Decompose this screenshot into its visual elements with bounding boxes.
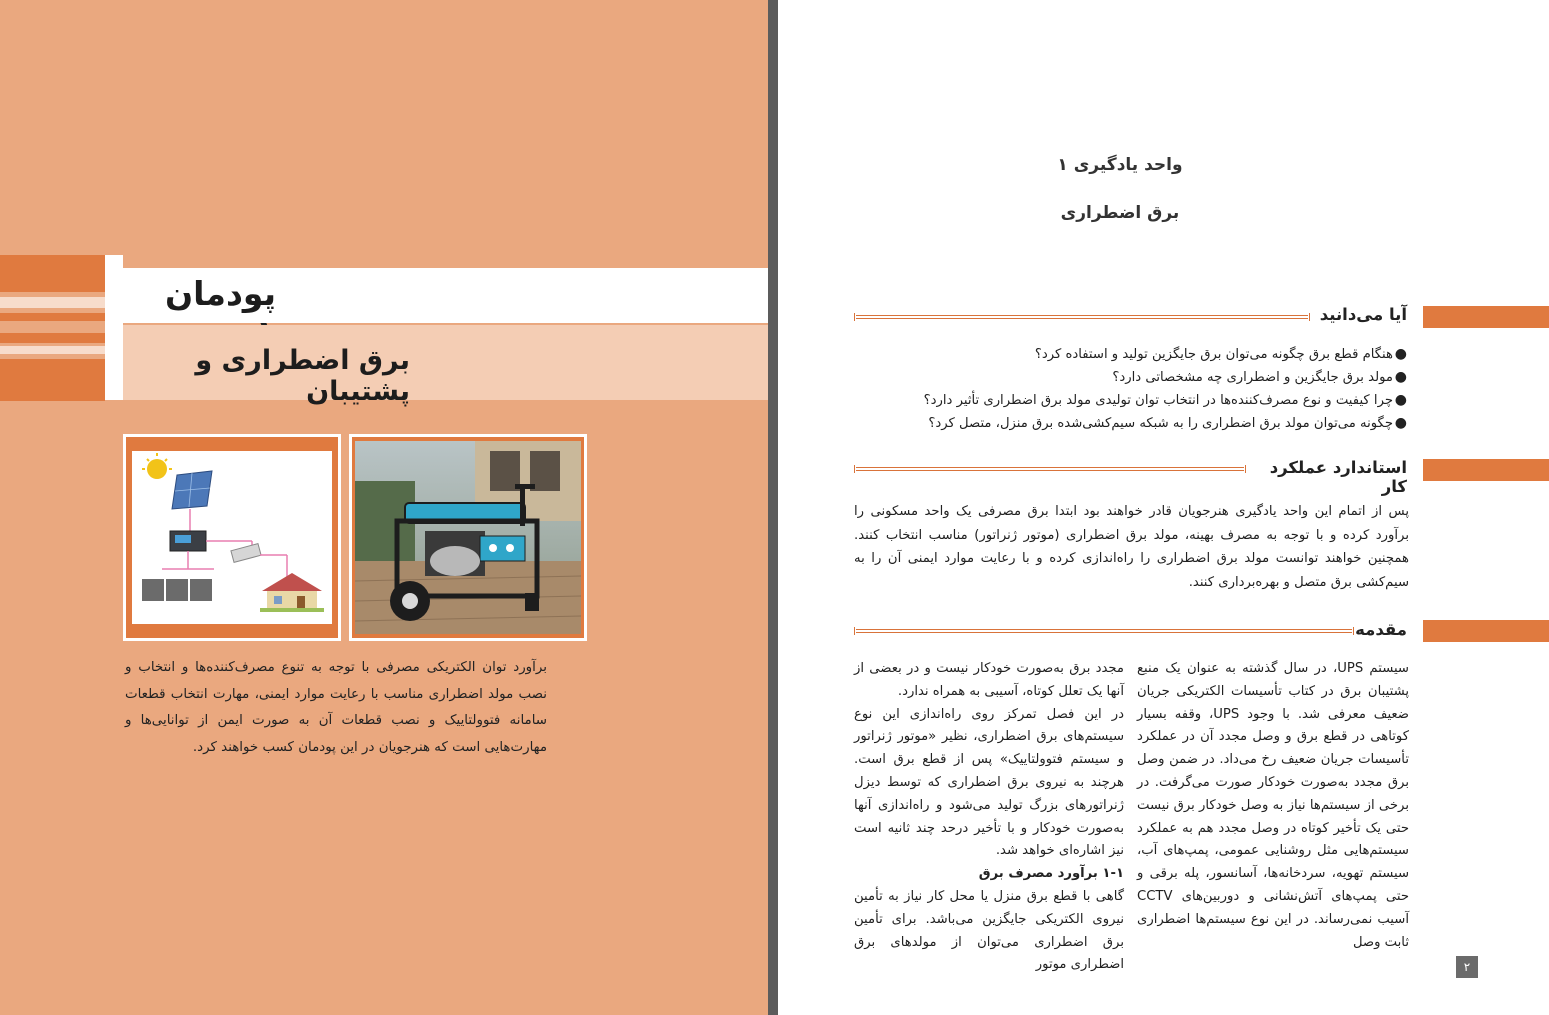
list-item: ● چگونه می‌توان مولد برق اضطراری را به شبکه سیم‌کشی‌شده برق منزل، متصل کرد؟: [854, 412, 1409, 435]
introduction-heading: مقدمه: [1355, 620, 1407, 639]
left-page-cover: [0, 0, 768, 1015]
bullet-icon: ●: [1394, 369, 1407, 385]
decor-stripe: [0, 359, 105, 401]
book-gutter: [768, 0, 778, 1015]
intro-column-right: [1137, 658, 1409, 954]
module-subtitle: برق اضطراری و پشتیبان: [195, 345, 410, 407]
intro-paragraph: مجدد برق به‌صورت خودکار نیست و در بعضی از آنها یک تعلل کوتاه، آسیبی به همراه ندارد.: [854, 661, 1124, 699]
module-intro-text: برآورد توان الکتریکی مصرفی با توجه به تنوع مصرف‌کننده‌ها و انتخاب و نصب مولد اضطراری مناسب با رعایت موارد ایمنی، مهارت انتخاب قطعات سامانه فتوولتاییک و نصب قطعات آن به صورت ایمن از توانایی‌ها و مهارت‌هایی است که هنرجویان در این پودمان کسب خواهند کرد.: [125, 660, 547, 755]
decor-stripe: [0, 333, 105, 343]
bullet-icon: ●: [1394, 392, 1407, 408]
diagram-image-frame: [123, 434, 341, 641]
decor-divider: [105, 255, 123, 400]
section-rule: [856, 315, 1308, 319]
module-title: پودمان: [164, 274, 276, 313]
unit-subtitle: برق اضطراری: [1060, 203, 1180, 223]
section-accent-bar: [1423, 306, 1549, 328]
intro-column-left: [854, 658, 1124, 977]
page-number: ۲: [1456, 956, 1478, 978]
battery-icon: [142, 579, 164, 601]
generator-photo: [355, 441, 581, 634]
subsection-heading: ۱-۱ برآورد مصرف برق: [978, 866, 1124, 882]
decor-stripe: [0, 313, 105, 321]
unit-title: واحد یادگیری ۱: [1057, 155, 1183, 175]
generator-illustration: [355, 441, 581, 634]
section-accent-bar: [1423, 620, 1549, 642]
performance-standard-text: پس از اتمام این واحد یادگیری هنرجویان قادر خواهند بود ابتدا برق مصرفی یک واحد مسکونی را برآورد کرده و با توجه به مصرف بهینه، مولد برق اضطراری (موتور ژنراتور) مناسب انتخاب کنند. همچنین خواهند توانست مولد برق اضطراری را راه‌اندازی کرده و با رعایت موارد ایمنی آن را به سیم‌کشی برق متصل و بهره‌برداری کنند.: [854, 504, 1409, 590]
section-rule: [856, 629, 1352, 633]
do-you-know-list: [854, 343, 1409, 435]
decor-stripe: [0, 346, 105, 354]
decor-stripe: [0, 255, 105, 292]
solar-system-diagram: [132, 451, 332, 624]
generator-image-frame: [349, 434, 587, 641]
performance-standard-heading: استاندارد عملکرد کار: [1269, 458, 1407, 496]
bullet-icon: ●: [1394, 346, 1407, 362]
intro-paragraph: گاهی با قطع برق منزل یا محل کار نیاز به تأمین نیروی الکتریکی جایگزین می‌باشد. برای تأمین برق اضطراری می‌توان از مولدهای برق اضطراری موتور: [854, 888, 1124, 973]
do-you-know-heading: آیا می‌دانید: [1319, 305, 1407, 324]
section-rule: [856, 467, 1244, 471]
list-item: ● چرا کیفیت و نوع مصرف‌کننده‌ها در انتخاب توان تولیدی مولد برق اضطراری تأثیر دارد؟: [854, 389, 1409, 412]
bullet-icon: ●: [1394, 415, 1407, 431]
sun-icon: [147, 459, 167, 479]
solar-diagram-illustration: [132, 451, 332, 624]
intro-paragraph: در این فصل تمرکز روی راه‌اندازی این نوع سیستم‌های برق اضطراری، نظیر «موتور ژنراتور و سیستم فتوولتاییک» پس از قطع برق است. هرچند به نیروی برق اضطراری که توسط دیزل ژنراتورهای بزرگ تولید می‌شود و راه‌اندازی آنها به‌صورت خودکار و با تأخیر درحد چند ثانیه است نیز اشاره‌ای خواهد شد.: [854, 706, 1124, 859]
battery-icon: [190, 579, 212, 601]
intro-paragraph: سیستم UPS، در سال گذشته به عنوان یک منبع پشتیبان برق در کتاب تأسیسات الکتریکی جریان ضعیف معرفی شد. با وجود UPS، وقفه بسیار کوتاهی در قطع برق و وصل مجدد آن در عملکرد تأسیسات جریان ضعیف رخ می‌داد. در ضمن وصل برق مجدد به‌صورت خودکار صورت می‌گرفت. در برخی از سیستم‌ها نیاز به وصل خودکار برق نیست حتی یک تأخیر کوتاه در وصل مجدد هم به عملکرد سیستم‌هایی مثل روشنایی عمومی، پمپ‌های آب، سیستم تهویه، سردخانه‌ها، آسانسور، پله برقی و حتی پمپ‌های آتش‌نشانی و دوربین‌های CCTV آسیب نمی‌رساند. در این نوع سیستم‌ها اضطراری ثابت وصل: [1137, 661, 1409, 950]
battery-icon: [166, 579, 188, 601]
decor-stripe: [0, 297, 105, 308]
list-item: ● هنگام قطع برق چگونه می‌توان برق جایگزین تولید و استفاده کرد؟: [854, 343, 1409, 366]
section-accent-bar: [1423, 459, 1549, 481]
list-item: ● مولد برق جایگزین و اضطراری چه مشخصاتی دارد؟: [854, 366, 1409, 389]
